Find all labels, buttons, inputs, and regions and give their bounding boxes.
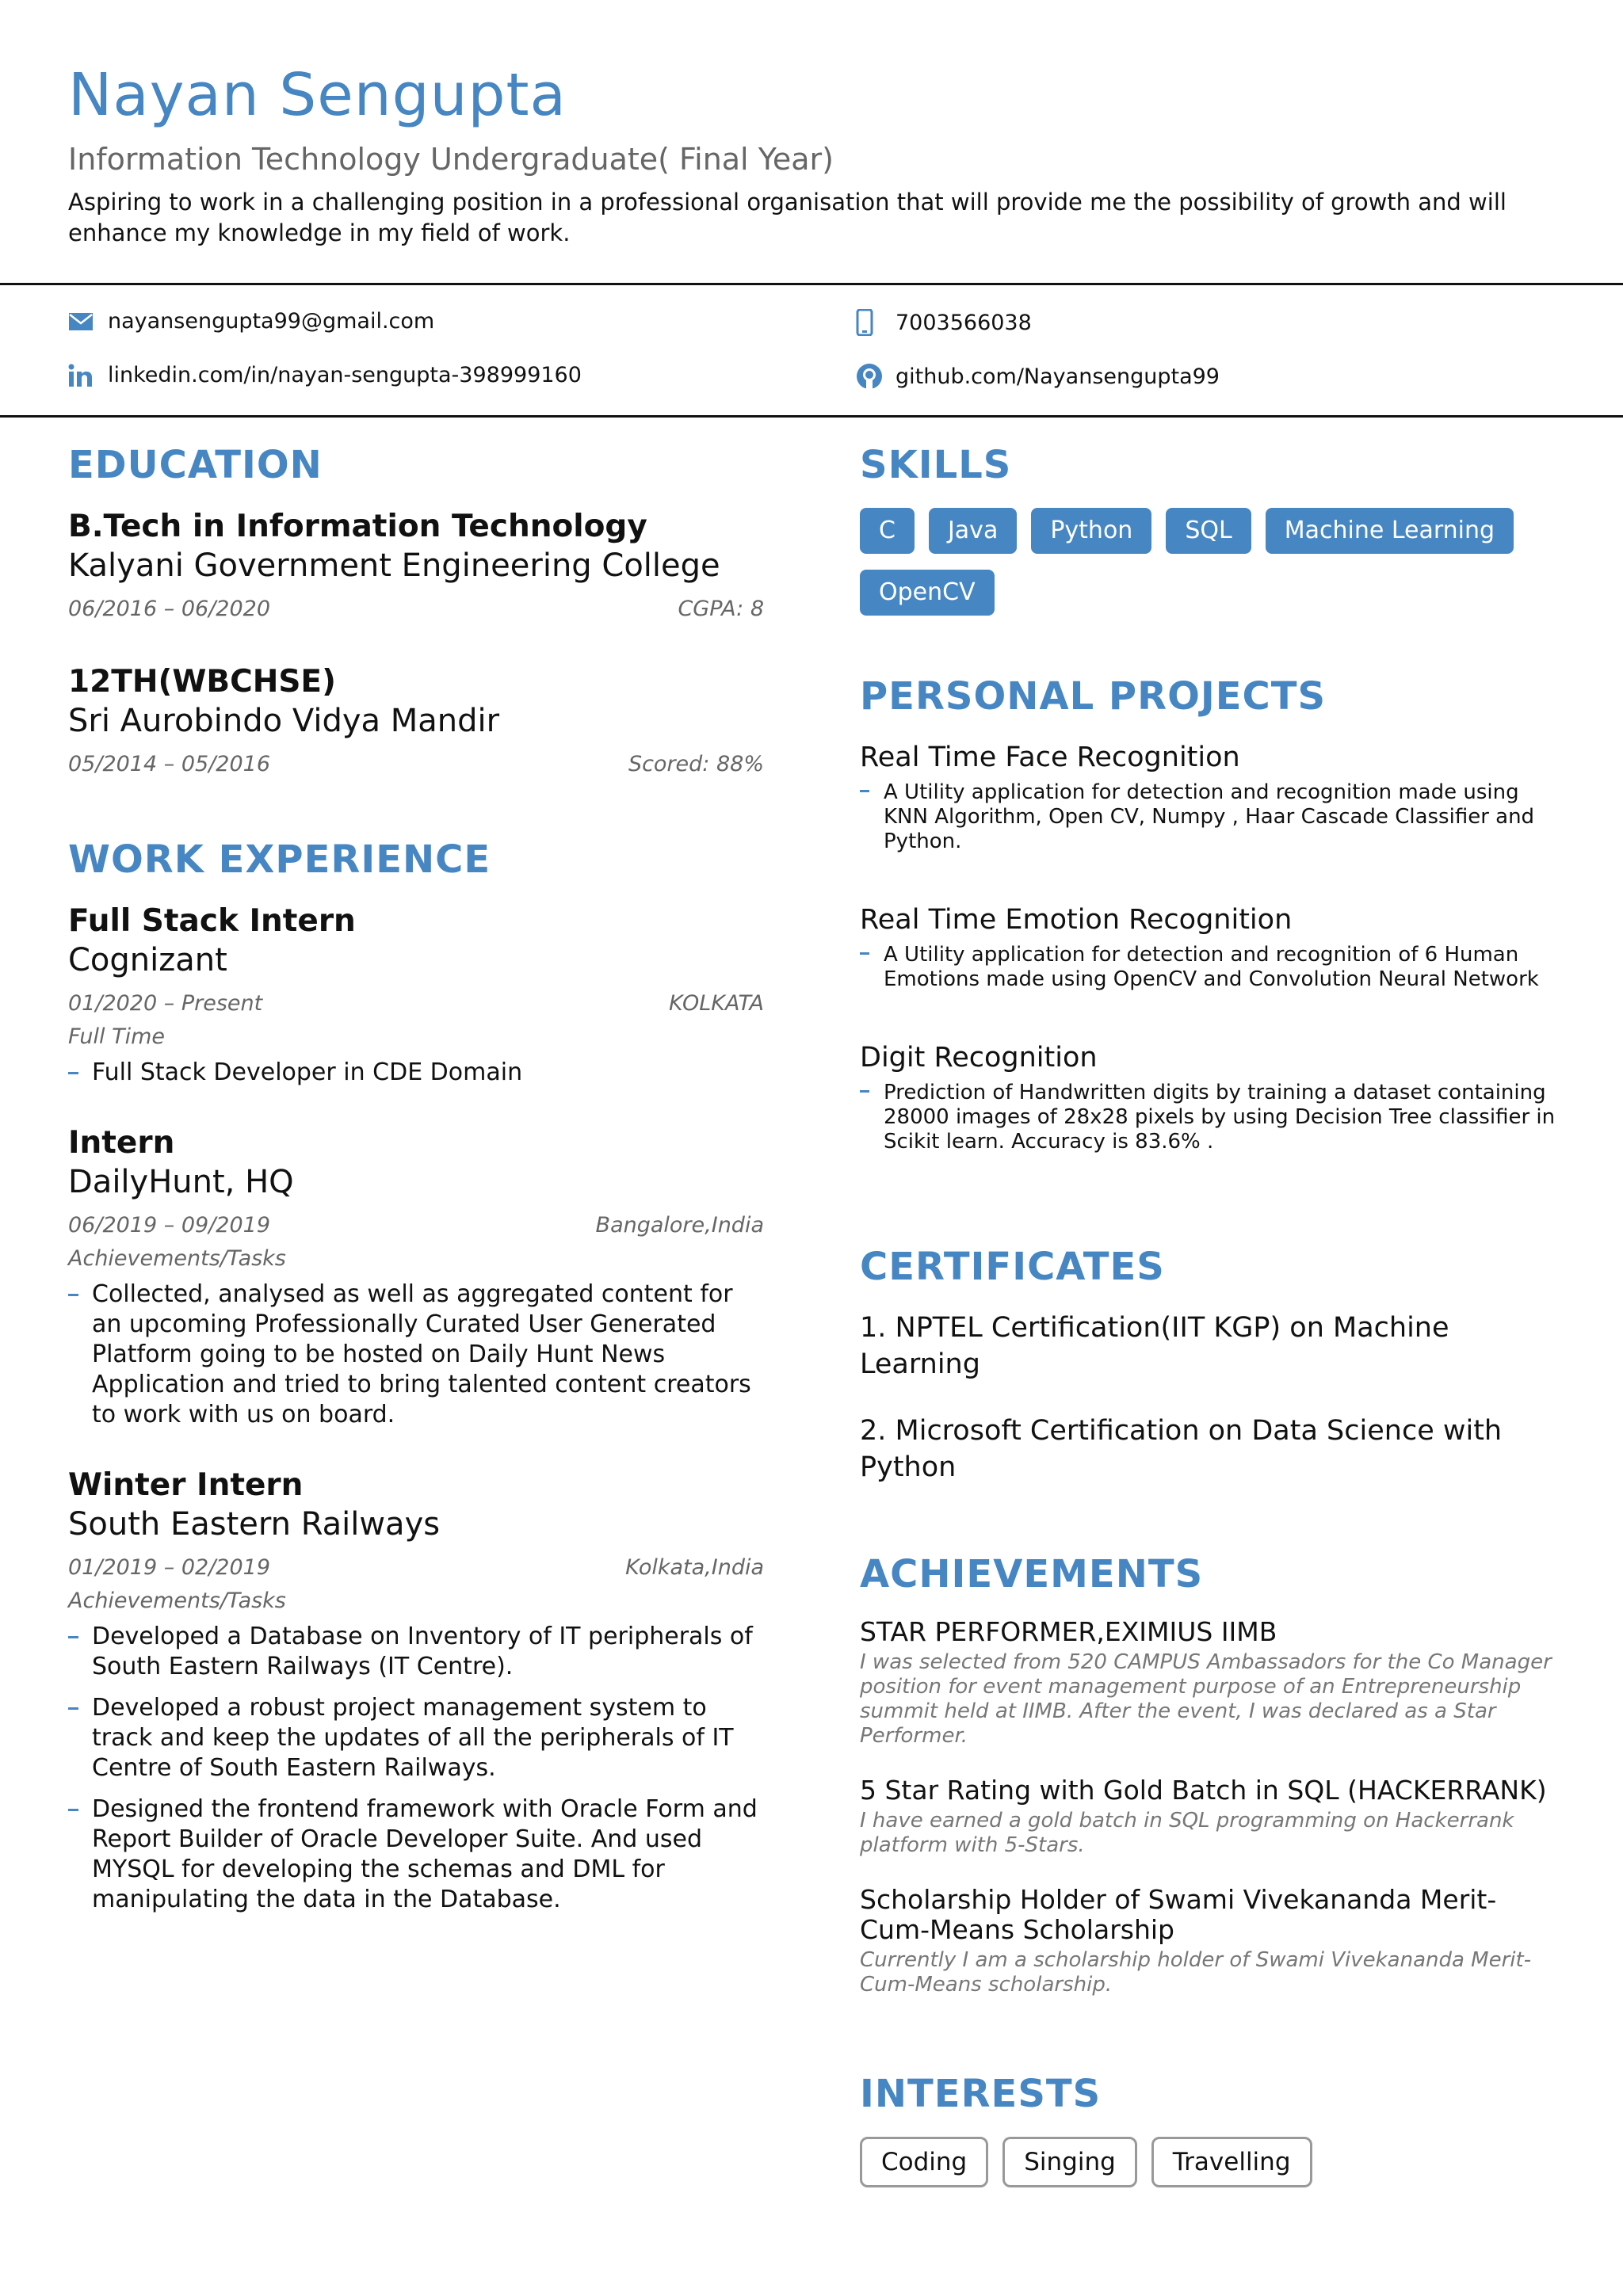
- work-item: [68, 1466, 764, 1915]
- skill-tag: Python: [1031, 508, 1151, 554]
- achievement-title: Scholarship Holder of Swami Vivekananda Merit-Cum-Means Scholarship: [860, 1884, 1497, 1945]
- dates: 05/2014 – 05/2016: [68, 752, 270, 776]
- project-item: [860, 1039, 1557, 1154]
- project-desc: A Utility application for detection and recognition of 6 Human Emotions made using OpenCV and Convolution Neural Network: [860, 943, 1557, 992]
- project-item: [860, 739, 1557, 854]
- interest-tag: Coding: [860, 2137, 988, 2187]
- dates: 06/2019 – 09/2019: [68, 1213, 270, 1238]
- skill-tag: OpenCV: [860, 570, 995, 616]
- github-icon: [856, 363, 896, 390]
- location: Bangalore,India: [595, 1213, 764, 1238]
- role: Intern: [68, 1125, 175, 1161]
- school: Sri Aurobindo Vidya Mandir: [68, 703, 500, 739]
- certificates-section: [860, 1241, 1557, 1486]
- project-desc-list: [860, 943, 1557, 992]
- interests-heading: INTERESTS: [860, 2072, 1102, 2116]
- certificate-item: 1. NPTEL Certification(IIT KGP) on Machine Learning: [860, 1312, 1449, 1380]
- phone-icon: [856, 309, 896, 336]
- score: Scored: 88%: [628, 752, 764, 776]
- interests-section: [860, 2069, 1557, 2187]
- dates: 01/2019 – 02/2019: [68, 1555, 270, 1580]
- work-meta: [68, 1554, 764, 1582]
- achievement-desc: I was selected from 520 CAMPUS Ambassadors for the Co Manager position for event management purpose of an Entrepreneurship summit held at IIMB. After the event, I was declared as a Star Performer.: [860, 1650, 1552, 1748]
- education-section: [68, 440, 764, 779]
- work-item: [68, 902, 764, 1088]
- skills-heading: SKILLS: [860, 443, 1012, 487]
- projects-heading: PERSONAL PROJECTS: [860, 674, 1327, 719]
- skill-tag: SQL: [1166, 508, 1251, 554]
- location: Kolkata,India: [625, 1555, 764, 1580]
- achievements-section: [860, 1549, 1557, 1997]
- work-note: Achievements/Tasks: [68, 1246, 286, 1271]
- degree: B.Tech in Information Technology: [68, 509, 647, 544]
- task-item: Full Stack Developer in CDE Domain: [68, 1058, 764, 1088]
- contact-linkedin[interactable]: [68, 363, 582, 387]
- contact-divider: [0, 415, 1623, 418]
- right-column: [860, 440, 1557, 2187]
- interest-tags: [860, 2137, 1557, 2187]
- linkedin-icon: [68, 364, 108, 387]
- skill-tags: [860, 508, 1557, 616]
- contact-github[interactable]: [856, 363, 1220, 390]
- candidate-name: Nayan Sengupta: [68, 61, 567, 129]
- education-meta: [68, 595, 764, 624]
- career-summary: Aspiring to work in a challenging position in a professional organisation that will provide me the possibility of growth and will enhance my knowledge in my field of work.: [68, 189, 1507, 246]
- task-item: Developed a robust project management system to track and keep the updates of all the peripherals of IT Centre of South Eastern Railways.: [68, 1693, 764, 1783]
- achievement-desc: I have earned a gold batch in SQL programming on Hackerrank platform with 5-Stars.: [860, 1809, 1514, 1857]
- role: Full Stack Intern: [68, 903, 356, 939]
- interest-tag: Singing: [1002, 2137, 1137, 2187]
- company: Cognizant: [68, 942, 227, 978]
- dates: 06/2016 – 06/2020: [68, 597, 270, 621]
- work-meta: [68, 1211, 764, 1240]
- education-item: [68, 663, 764, 779]
- work-note: Achievements/Tasks: [68, 1589, 286, 1613]
- score: CGPA: 8: [678, 597, 764, 621]
- linkedin-text: linkedin.com/in/nayan-sengupta-398999160: [108, 363, 582, 387]
- education-item: [68, 508, 764, 624]
- work-item: [68, 1124, 764, 1430]
- certificates-heading: CERTIFICATES: [860, 1245, 1165, 1289]
- company: DailyHunt, HQ: [68, 1164, 294, 1200]
- contact-email[interactable]: [68, 309, 434, 334]
- project-item: [860, 902, 1557, 992]
- education-heading: EDUCATION: [68, 443, 323, 487]
- certificate-item: 2. Microsoft Certification on Data Science with Python: [860, 1415, 1503, 1483]
- projects-section: [860, 671, 1557, 1154]
- project-desc-list: [860, 1081, 1557, 1154]
- achievement-desc: Currently I am a scholarship holder of Swami Vivekananda Merit-Cum-Means scholarship.: [860, 1948, 1532, 1997]
- education-meta: [68, 750, 764, 779]
- skills-section: [860, 440, 1557, 616]
- achievement-title: 5 Star Rating with Gold Batch in SQL (HACKERRANK): [860, 1775, 1547, 1806]
- resume-header: [68, 55, 1550, 249]
- work-note: Full Time: [68, 1024, 166, 1049]
- candidate-title: Information Technology Undergraduate( Final Year): [68, 142, 834, 177]
- project-desc: Prediction of Handwritten digits by training a dataset containing 28000 images of 28x28 pixels by using Decision Tree classifier in Scikit learn. Accuracy is 83.6% .: [860, 1081, 1557, 1154]
- contact-phone[interactable]: [856, 309, 1032, 336]
- achievements-heading: ACHIEVEMENTS: [860, 1552, 1204, 1596]
- project-title: Digit Recognition: [860, 1042, 1098, 1074]
- phone-text: 7003566038: [896, 310, 1032, 335]
- school: Kalyani Government Engineering College: [68, 547, 720, 584]
- task-list: [68, 1280, 764, 1430]
- achievement-title: STAR PERFORMER,EXIMIUS IIMB: [860, 1616, 1277, 1647]
- achievement-item: [860, 1775, 1557, 1858]
- skill-tag: C: [860, 508, 915, 554]
- achievement-item: [860, 1617, 1557, 1749]
- role: Winter Intern: [68, 1467, 304, 1503]
- interest-tag: Travelling: [1151, 2137, 1312, 2187]
- task-list: [68, 1622, 764, 1915]
- mail-icon: [68, 312, 108, 331]
- left-column: [68, 440, 764, 1926]
- task-list: [68, 1058, 764, 1088]
- project-title: Real Time Emotion Recognition: [860, 904, 1293, 936]
- task-item: Designed the frontend framework with Oracle Form and Report Builder of Oracle Developer Suite. And used MYSQL for developing the schemas and DML for manipulating the data in the Database.: [68, 1794, 764, 1915]
- location: KOLKATA: [669, 991, 764, 1016]
- task-item: Developed a Database on Inventory of IT peripherals of South Eastern Railways (IT Centre).: [68, 1622, 764, 1682]
- work-heading: WORK EXPERIENCE: [68, 837, 491, 882]
- github-text: github.com/Nayansengupta99: [896, 364, 1220, 389]
- project-desc-list: [860, 780, 1557, 854]
- project-title: Real Time Face Recognition: [860, 742, 1240, 773]
- skill-tag: Java: [929, 508, 1017, 554]
- task-item: Collected, analysed as well as aggregated content for an upcoming Professionally Curated User Generated Platform going to be hosted on Daily Hunt News Application and tried to bring talented content creators to work with us on board.: [68, 1280, 764, 1430]
- degree: 12TH(WBCHSE): [68, 664, 336, 700]
- skill-tag: Machine Learning: [1266, 508, 1514, 554]
- work-meta: [68, 990, 764, 1018]
- project-desc: A Utility application for detection and recognition made using KNN Algorithm, Open CV, Numpy , Haar Cascade Classifier and Python.: [860, 780, 1557, 854]
- dates: 01/2020 – Present: [68, 991, 263, 1016]
- email-text: nayansengupta99@gmail.com: [108, 309, 435, 334]
- header-divider: [0, 283, 1623, 285]
- company: South Eastern Railways: [68, 1506, 441, 1543]
- achievement-item: [860, 1885, 1557, 1997]
- work-experience-section: [68, 834, 764, 1915]
